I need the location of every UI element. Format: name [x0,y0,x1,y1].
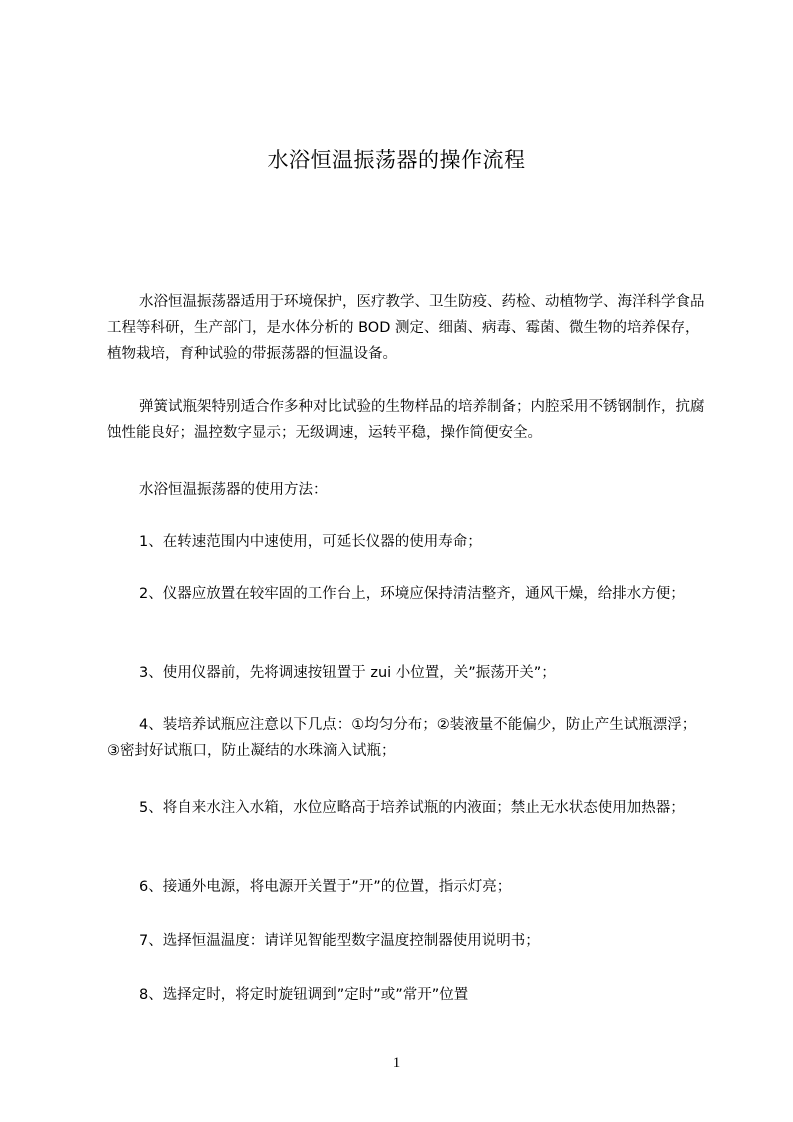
usage-heading: 水浴恒温振荡器的使用方法： [139,482,328,498]
step-4: 4、装培养试瓶应注意以下几点：①均匀分布；②装液量不能偏少，防止产生试瓶漂浮；③密封好试瓶口，防止凝结的水珠滴入试瓶； [107,717,697,759]
step-7: 7、选择恒温温度：请详见智能型数字温度控制器使用说明书； [139,933,540,949]
step-5: 5、将自来水注入水箱，水位应略高于培养试瓶的内液面；禁止无水状态使用加热器； [139,800,685,816]
step-1: 1、在转速范围内中速使用，可延长仪器的使用寿命； [139,534,482,550]
step-3: 3、使用仪器前，先将调速按钮置于 zui 小位置，关”振荡开关”； [139,665,556,681]
intro-paragraph: 水浴恒温振荡器适用于环境保护，医疗教学、卫生防疫、药检、动植物学、海洋科学食品工程等科研，生产部门，是水体分析的 BOD 测定、细菌、病毒、霉菌、微生物的培养保存，植物栽培，育种试验的带振荡器的恒温设备。 [107,294,705,362]
page-number: 1 [392,1055,401,1071]
step-6: 6、接通外电源，将电源开关置于”开”的位置，指示灯亮； [139,879,512,895]
step-8: 8、选择定时，将定时旋钮调到”定时”或”常开”位置 [139,987,469,1003]
document-title: 水浴恒温振荡器的操作流程 [267,148,526,172]
step-2: 2、仪器应放置在较牢固的工作台上，环境应保持清洁整齐，通风干燥，给排水方便； [139,586,685,602]
features-paragraph: 弹簧试瓶架特别适合作多种对比试验的生物样品的培养制备；内腔采用不锈钢制作，抗腐蚀性能良好；温控数字显示；无级调速，运转平稳，操作简便安全。 [107,399,705,441]
